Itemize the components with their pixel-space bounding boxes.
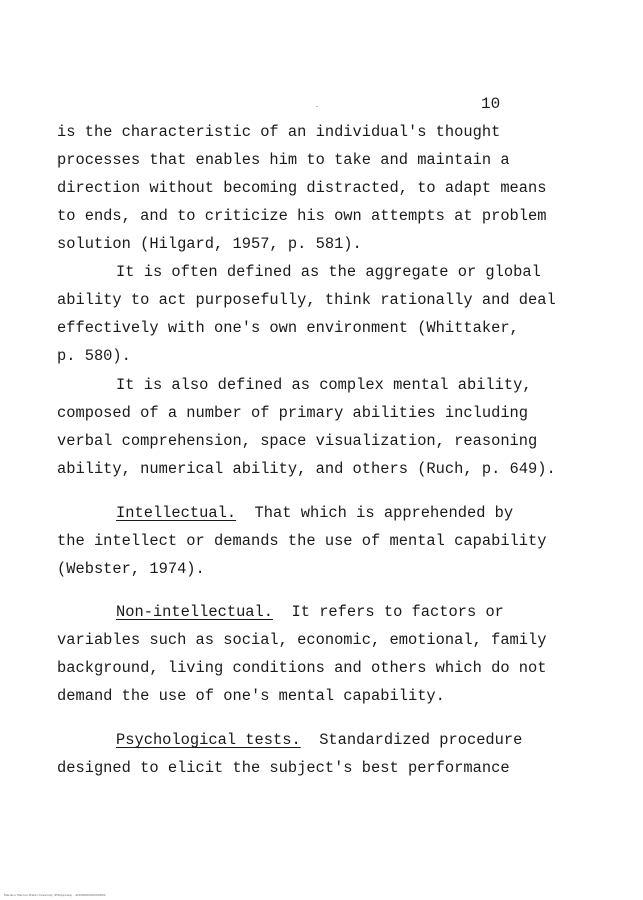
definition-intellectual-text: That which is apprehended by [236, 504, 514, 522]
text-line-11: composed of a number of primary abilities including [57, 404, 529, 422]
text-line-4: to ends, and to criticize his own attempts at problem [57, 207, 547, 225]
definition-non-intellectual-line-3: background, living conditions and others which do not [57, 659, 547, 677]
definition-non-intellectual-line-4: demand the use of one's mental capability. [57, 687, 445, 705]
definition-psychological-tests-text: Standardized procedure [300, 731, 523, 749]
text-line-1: is the characteristic of an individual's thought [57, 123, 501, 141]
page-number: 10 [481, 95, 501, 113]
text-line-5: solution (Hilgard, 1957, p. 581). [57, 235, 362, 253]
text-line-10: It is also defined as complex mental ability, [116, 376, 532, 394]
text-line-12: verbal comprehension, space visualization, reasoning [57, 432, 538, 450]
scan-speck [316, 106, 318, 107]
definition-intellectual-line-2: the intellect or demands the use of mental capability [57, 532, 547, 550]
term-psychological-tests: Psychological tests. [116, 731, 301, 749]
definition-psychological-tests-line-1 [116, 730, 522, 750]
definition-non-intellectual-line-2: variables such as social, economic, emotional, family [57, 631, 547, 649]
definition-intellectual-line-3: (Webster, 1974). [57, 560, 205, 578]
text-line-2: processes that enables him to take and maintain a [57, 151, 510, 169]
term-intellectual: Intellectual. [116, 504, 237, 522]
text-line-7: ability to act purposefully, think rationally and deal [57, 291, 556, 309]
text-line-8: effectively with one's own environment (Whittaker, [57, 319, 519, 337]
definition-non-intellectual-text: It refers to factors or [273, 603, 504, 621]
definition-non-intellectual-line-1 [116, 602, 504, 622]
term-non-intellectual: Non-intellectual. [116, 603, 274, 621]
scan-footer: Mariano Marcos State University (Philippines) · 4290000000000000 [4, 893, 106, 897]
definition-intellectual-line-1 [116, 503, 513, 523]
text-line-13: ability, numerical ability, and others (Ruch, p. 649). [57, 460, 556, 478]
text-line-9: p. 580). [57, 347, 131, 365]
text-line-3: direction without becoming distracted, to adapt means [57, 179, 547, 197]
definition-psychological-tests-line-2: designed to elicit the subject's best performance [57, 759, 510, 777]
text-line-6: It is often defined as the aggregate or global [116, 263, 541, 281]
